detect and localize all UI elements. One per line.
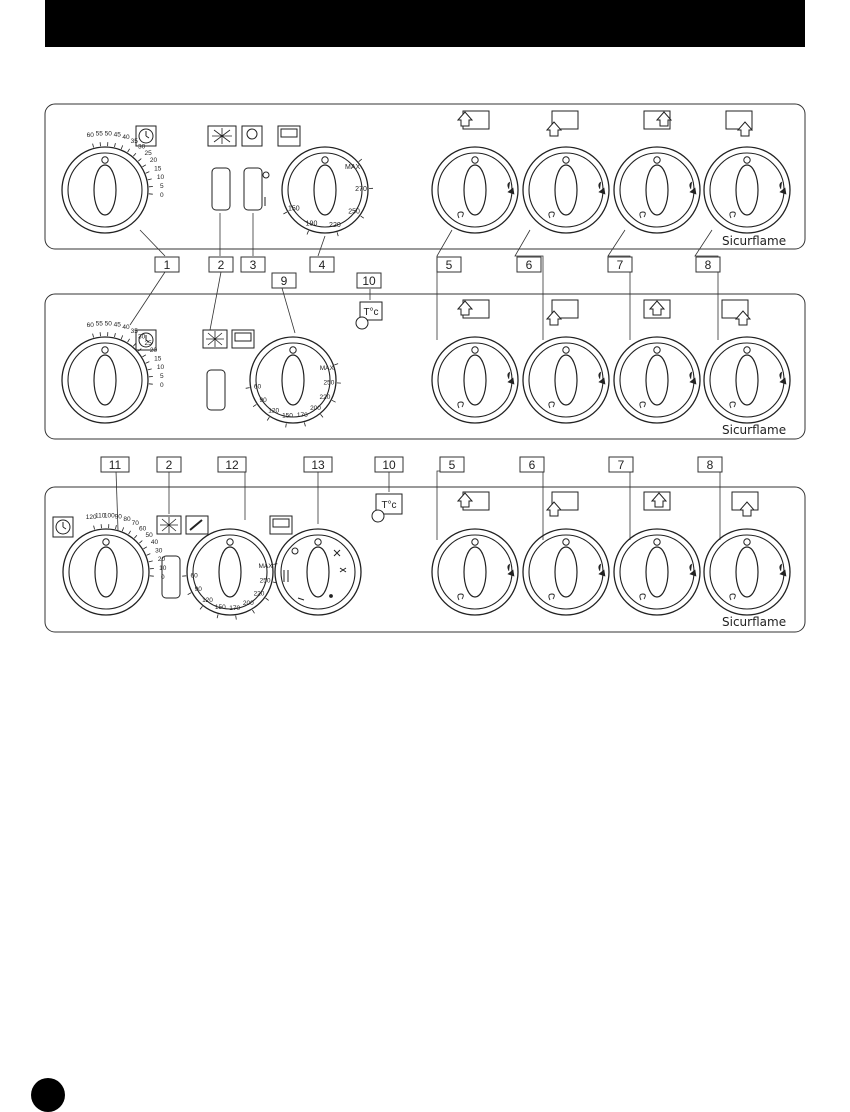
panel-3-timer-scale bbox=[86, 512, 167, 581]
svg-text:10: 10 bbox=[382, 458, 396, 472]
dial-label: 170 bbox=[229, 604, 241, 612]
dial-tick bbox=[236, 616, 237, 620]
dial-tick bbox=[286, 424, 287, 428]
panel-1-timer-knob[interactable] bbox=[62, 147, 148, 233]
dial-label: 200 bbox=[310, 405, 321, 413]
dial-label: 270 bbox=[355, 186, 367, 194]
dial-label: 60 bbox=[86, 132, 94, 140]
dial-label: 55 bbox=[95, 320, 103, 328]
panel-3-brand: Sicurflame bbox=[722, 615, 787, 629]
dial-label: 90 bbox=[194, 586, 202, 594]
dial-label: 250 bbox=[348, 208, 360, 216]
panel-3-oven-icon bbox=[270, 516, 292, 534]
dial-tick bbox=[122, 527, 124, 531]
dial-tick bbox=[128, 149, 130, 152]
panel-1-leader-lines bbox=[137, 213, 718, 341]
dial-tick bbox=[139, 541, 142, 544]
panel-2-thermostat bbox=[356, 302, 382, 329]
dial-tick bbox=[252, 610, 254, 613]
dial-label: 50 bbox=[104, 130, 112, 138]
dial-tick bbox=[283, 212, 287, 214]
dial-tick bbox=[116, 525, 117, 529]
panel-1-light-switch[interactable] bbox=[212, 168, 230, 210]
dial-label: 45 bbox=[113, 131, 121, 139]
dial-label: 10 bbox=[156, 174, 165, 181]
dial-tick bbox=[142, 165, 146, 167]
dial-label: 15 bbox=[154, 165, 162, 173]
panel-1-brand: Sicurflame bbox=[722, 234, 787, 248]
dial-label: 50 bbox=[145, 531, 153, 539]
dial-tick bbox=[143, 547, 147, 549]
dial-tick bbox=[93, 144, 94, 148]
dial-label: 25 bbox=[144, 149, 152, 157]
panel-1-callouts bbox=[155, 257, 720, 272]
dial-tick bbox=[188, 593, 192, 595]
panel-2-brand: Sicurflame bbox=[722, 423, 787, 437]
svg-text:5: 5 bbox=[445, 258, 453, 272]
panel-3-timer-knob[interactable] bbox=[63, 529, 149, 615]
svg-text:2: 2 bbox=[165, 458, 173, 472]
panel-2-timer-knob[interactable] bbox=[62, 337, 148, 423]
dial-label: 100 bbox=[103, 512, 115, 520]
dial-tick bbox=[142, 355, 146, 357]
dial-label: 60 bbox=[86, 322, 94, 330]
dial-label: 120 bbox=[202, 597, 213, 605]
svg-text:7: 7 bbox=[616, 258, 624, 272]
panel-3-light-icon bbox=[157, 516, 181, 534]
dial-label: 220 bbox=[319, 393, 331, 401]
dial-label: 60 bbox=[253, 383, 262, 391]
panel-2-light-switch[interactable] bbox=[207, 370, 225, 410]
dial-tick bbox=[359, 159, 362, 162]
svg-text:2: 2 bbox=[217, 258, 225, 272]
dial-label: 220 bbox=[329, 221, 341, 229]
dial-tick bbox=[267, 417, 269, 420]
dial-tick bbox=[266, 598, 269, 600]
dial-label: 45 bbox=[113, 321, 121, 329]
dial-label: 70 bbox=[131, 520, 139, 528]
panel-3-oven-scale bbox=[182, 563, 277, 620]
panel-1-spit-switch[interactable] bbox=[244, 168, 262, 210]
dial-tick bbox=[361, 216, 364, 218]
dial-label: 10 bbox=[159, 565, 167, 572]
svg-text:6: 6 bbox=[528, 458, 536, 472]
dial-label: 200 bbox=[242, 600, 254, 608]
svg-text:7: 7 bbox=[617, 458, 625, 472]
dial-tick bbox=[337, 232, 338, 236]
dial-label: 40 bbox=[150, 539, 159, 547]
dial-label: 50 bbox=[104, 320, 112, 328]
dial-tick bbox=[146, 362, 150, 364]
dial-label: 60 bbox=[138, 525, 147, 533]
panel-1-timer-scale bbox=[87, 130, 165, 199]
panel-3-thermostat bbox=[372, 494, 402, 522]
panel-3-callouts bbox=[101, 457, 722, 472]
dial-tick bbox=[121, 145, 123, 149]
dial-label: 250 bbox=[323, 379, 335, 387]
dial-label: 110 bbox=[95, 512, 106, 520]
panel-1-pilot-lamp bbox=[263, 172, 269, 178]
svg-text:13: 13 bbox=[311, 458, 325, 472]
dial-label: 0 bbox=[160, 574, 165, 582]
dial-tick bbox=[146, 172, 150, 174]
dial-label: 60 bbox=[190, 572, 198, 580]
dial-label: MAX bbox=[258, 562, 273, 570]
dial-tick bbox=[332, 400, 336, 402]
svg-text:8: 8 bbox=[706, 458, 714, 472]
panel-3-burner-knobs[interactable] bbox=[432, 529, 790, 615]
svg-text:12: 12 bbox=[225, 458, 239, 472]
dial-label: 150 bbox=[287, 205, 300, 213]
dial-label: 0 bbox=[159, 192, 164, 200]
dial-label: 0 bbox=[159, 382, 164, 390]
panel-2-light-icon bbox=[203, 330, 227, 348]
panel-2-burner-knobs[interactable] bbox=[432, 337, 790, 423]
svg-text:1: 1 bbox=[163, 258, 171, 272]
panel-3-function-symbols bbox=[284, 548, 346, 600]
dial-tick bbox=[217, 614, 218, 618]
dial-label: 30 bbox=[155, 547, 163, 555]
svg-text:6: 6 bbox=[525, 258, 533, 272]
dial-tick bbox=[115, 143, 116, 147]
dial-label: MAX bbox=[319, 364, 334, 372]
dial-label: 190 bbox=[305, 220, 318, 228]
dial-label: 35 bbox=[130, 138, 138, 146]
dial-tick bbox=[134, 535, 137, 538]
dial-tick bbox=[133, 153, 136, 156]
svg-text:10: 10 bbox=[362, 274, 376, 288]
dial-label: 80 bbox=[123, 516, 131, 524]
dial-tick bbox=[334, 364, 338, 365]
dial-label: 10 bbox=[156, 364, 165, 371]
dial-label: 90 bbox=[114, 513, 122, 521]
panel-3-burner-position-icons bbox=[458, 492, 758, 516]
panel-2-callouts bbox=[272, 273, 381, 288]
svg-text:9: 9 bbox=[280, 274, 288, 288]
dial-tick bbox=[304, 423, 305, 427]
panel-2-burner-position-icons bbox=[458, 300, 750, 325]
dial-label: 220 bbox=[253, 590, 265, 598]
dial-tick bbox=[128, 339, 130, 342]
panel-2-leader-lines bbox=[130, 272, 370, 336]
panel-1-oven-scale bbox=[283, 159, 373, 236]
dial-label: 120 bbox=[268, 407, 280, 415]
dial-tick bbox=[129, 531, 131, 534]
dial-label: 150 bbox=[282, 412, 293, 420]
dial-label: 40 bbox=[122, 134, 130, 142]
dial-label: 5 bbox=[159, 373, 164, 380]
panel-1-bulb-icon bbox=[242, 126, 262, 146]
dial-tick bbox=[253, 404, 256, 406]
dial-tick bbox=[147, 554, 151, 556]
svg-text:4: 4 bbox=[318, 258, 326, 272]
dial-label: 120 bbox=[85, 514, 97, 522]
dial-label: 15 bbox=[154, 355, 162, 363]
dial-label: 170 bbox=[296, 411, 308, 419]
dial-label: 20 bbox=[149, 157, 158, 165]
svg-text:T°c: T°c bbox=[363, 307, 379, 318]
dial-tick bbox=[115, 333, 116, 337]
dial-label: MAX bbox=[345, 164, 361, 172]
dial-label: 20 bbox=[157, 556, 166, 563]
panel-2-timer-scale bbox=[87, 320, 165, 389]
panel-2-oven-icon bbox=[232, 330, 254, 348]
svg-text:8: 8 bbox=[704, 258, 712, 272]
panel-1-burner-knobs[interactable] bbox=[432, 147, 790, 233]
panel-3-timer-icon bbox=[53, 517, 73, 537]
svg-text:5: 5 bbox=[448, 458, 456, 472]
dial-tick bbox=[148, 179, 152, 180]
panel-3-thermometer-icon bbox=[186, 516, 208, 534]
dial-tick bbox=[321, 414, 324, 417]
dial-label: 30 bbox=[137, 143, 146, 151]
panel-3-oven-knob[interactable] bbox=[187, 529, 273, 615]
svg-text:T°c: T°c bbox=[381, 500, 397, 511]
dial-label: 25 bbox=[144, 339, 152, 347]
dial-label: 250 bbox=[259, 577, 271, 585]
dial-label: 30 bbox=[137, 333, 146, 341]
dial-tick bbox=[121, 335, 123, 339]
svg-text:11: 11 bbox=[108, 458, 122, 472]
panel-3-leader-lines bbox=[116, 471, 720, 540]
dial-label: 20 bbox=[149, 347, 158, 355]
dial-label: 55 bbox=[95, 130, 103, 138]
dial-tick bbox=[148, 369, 152, 370]
dial-label: 35 bbox=[130, 328, 138, 336]
dial-label: 90 bbox=[259, 397, 267, 405]
panel-1-light-icon bbox=[208, 126, 236, 146]
panel-1-oven-icon bbox=[278, 126, 300, 146]
dial-label: 40 bbox=[122, 324, 130, 332]
page-marker bbox=[31, 1078, 65, 1112]
dial-tick bbox=[200, 606, 203, 609]
dial-tick bbox=[149, 561, 153, 562]
panel-1-burner-position-icons bbox=[458, 111, 752, 136]
dial-tick bbox=[138, 159, 141, 162]
svg-text:3: 3 bbox=[249, 258, 257, 272]
dial-tick bbox=[246, 388, 250, 389]
dial-tick bbox=[94, 526, 95, 530]
dial-tick bbox=[307, 231, 309, 235]
dial-tick bbox=[93, 334, 94, 338]
dial-label: 150 bbox=[214, 603, 226, 611]
dial-label: 5 bbox=[159, 183, 164, 190]
